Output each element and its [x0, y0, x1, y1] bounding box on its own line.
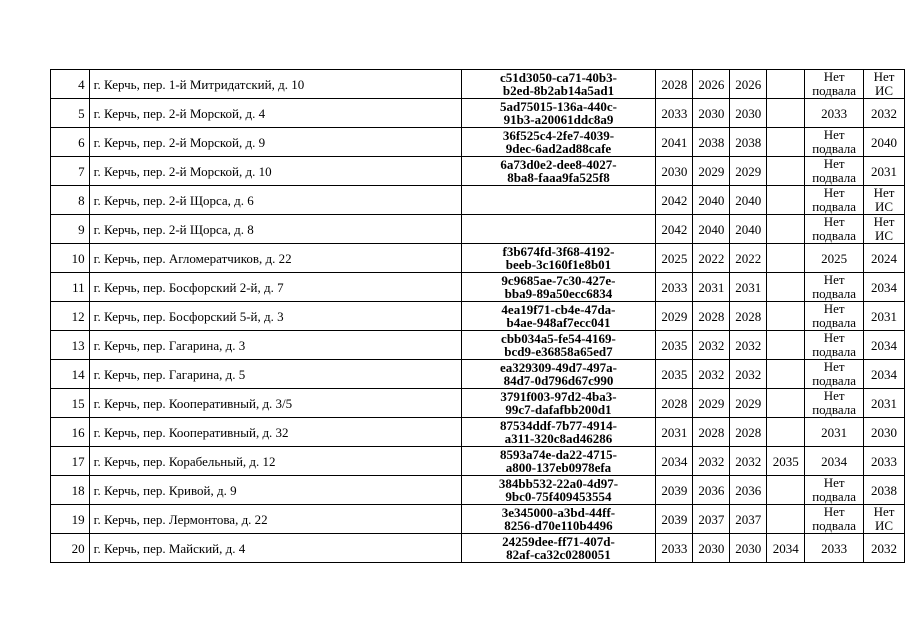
year-cell-2: 2032 — [693, 360, 730, 389]
year-cell-5-line-1: Нет — [823, 69, 845, 84]
table-row — [51, 186, 905, 215]
year-cell-1: 2042 — [656, 215, 693, 244]
building-id-part-1: 36f525c4-2fe7-4039- — [502, 128, 615, 143]
year-cell-5 — [805, 389, 864, 418]
year-cell-6-line-1: 2034 — [871, 279, 898, 295]
year-cell-5 — [805, 99, 864, 128]
year-cell-5-line-1: 2031 — [821, 424, 848, 440]
year-cell-5-line-2: подвала — [812, 344, 857, 359]
year-cell-6 — [864, 505, 905, 534]
year-cell-2: 2028 — [693, 418, 730, 447]
building-id-part-2: 8256-d70e110b4496 — [504, 518, 613, 533]
building-id-cell — [461, 186, 656, 215]
building-id-part-1: cbb034a5-fe54-4169- — [501, 331, 616, 346]
year-cell-5-line-1: 2034 — [821, 453, 848, 469]
year-cell-5-line-2: подвала — [812, 141, 857, 156]
row-number: 19 — [51, 505, 90, 534]
year-cell-6-line-2: ИС — [875, 518, 894, 533]
year-cell-4 — [767, 505, 805, 534]
address-cell: г. Керчь, пер. Гагарина, д. 5 — [89, 360, 461, 389]
year-cell-2: 2032 — [693, 331, 730, 360]
year-cell-6-line-1: Нет — [873, 69, 895, 84]
address-cell: г. Керчь, пер. Кривой, д. 9 — [89, 476, 461, 505]
address-cell: г. Керчь, пер. Лермонтова, д. 22 — [89, 505, 461, 534]
year-cell-5-line-2: подвала — [812, 315, 857, 330]
year-cell-5-line-2: подвала — [812, 83, 857, 98]
row-number: 10 — [51, 244, 90, 273]
year-cell-6-line-1: Нет — [873, 185, 895, 200]
year-cell-5-line-1: Нет — [823, 214, 845, 229]
building-id-part-2: 9bc0-75f409453554 — [505, 489, 612, 504]
year-cell-6 — [864, 389, 905, 418]
year-cell-1: 2039 — [656, 505, 693, 534]
year-cell-5 — [805, 534, 864, 563]
address-cell: г. Керчь, пер. 2-й Морской, д. 10 — [89, 157, 461, 186]
year-cell-5-line-2: подвала — [812, 489, 857, 504]
row-number: 11 — [51, 273, 90, 302]
year-cell-6-line-1: 2033 — [871, 453, 898, 469]
year-cell-3: 2028 — [730, 418, 767, 447]
row-number: 9 — [51, 215, 90, 244]
year-cell-1: 2042 — [656, 186, 693, 215]
building-id-cell — [461, 99, 656, 128]
table-row — [51, 244, 905, 273]
building-id-cell — [461, 505, 656, 534]
building-id-part-1: 87534ddf-7b77-4914- — [499, 418, 617, 433]
year-cell-6 — [864, 244, 905, 273]
row-number: 15 — [51, 389, 90, 418]
year-cell-2: 2040 — [693, 215, 730, 244]
year-cell-2: 2040 — [693, 186, 730, 215]
year-cell-1: 2025 — [656, 244, 693, 273]
year-cell-5 — [805, 418, 864, 447]
year-cell-3: 2040 — [730, 186, 767, 215]
table-row — [51, 534, 905, 563]
year-cell-3: 2030 — [730, 99, 767, 128]
building-id-part-2: 84d7-0d796d67c990 — [503, 373, 614, 388]
building-id-cell — [461, 273, 656, 302]
address-cell: г. Керчь, пер. 2-й Щорса, д. 8 — [89, 215, 461, 244]
year-cell-2: 2030 — [693, 99, 730, 128]
year-cell-4 — [767, 99, 805, 128]
year-cell-1: 2039 — [656, 476, 693, 505]
year-cell-1: 2035 — [656, 331, 693, 360]
year-cell-2: 2029 — [693, 389, 730, 418]
building-id-part-2: 82af-ca32c0280051 — [506, 547, 611, 562]
row-number: 13 — [51, 331, 90, 360]
building-id-part-1: 24259dee-ff71-407d- — [502, 534, 615, 549]
building-id-part-2: a800-137eb0978efa — [505, 460, 612, 475]
year-cell-5-line-1: Нет — [823, 127, 845, 142]
address-cell: г. Керчь, пер. Корабельный, д. 12 — [89, 447, 461, 476]
year-cell-4 — [767, 186, 805, 215]
year-cell-4 — [767, 331, 805, 360]
building-id-part-1: 3e345000-a3bd-44ff- — [501, 505, 616, 520]
year-cell-1: 2035 — [656, 360, 693, 389]
table-row — [51, 476, 905, 505]
year-cell-5 — [805, 476, 864, 505]
year-cell-2: 2037 — [693, 505, 730, 534]
building-id-part-1: f3b674fd-3f68-4192- — [502, 244, 615, 259]
table-row — [51, 505, 905, 534]
building-id-part-2: bcd9-e36858a65ed7 — [504, 344, 613, 359]
year-cell-5-line-2: подвала — [812, 286, 857, 301]
year-cell-4 — [767, 128, 805, 157]
address-cell: г. Керчь, пер. Агломератчиков, д. 22 — [89, 244, 461, 273]
buildings-table — [50, 69, 905, 563]
year-cell-3: 2040 — [730, 215, 767, 244]
building-id-cell — [461, 302, 656, 331]
building-id-part-1: 3791f003-97d2-4ba3- — [500, 389, 617, 404]
table-row — [51, 70, 905, 99]
year-cell-5 — [805, 331, 864, 360]
building-id-part-2: 8ba8-faaa9fa525f8 — [507, 170, 610, 185]
year-cell-6-line-2: ИС — [875, 199, 894, 214]
table-row — [51, 215, 905, 244]
building-id-part-2: 9dec-6ad2ad88cafe — [505, 141, 612, 156]
year-cell-6 — [864, 476, 905, 505]
year-cell-1: 2041 — [656, 128, 693, 157]
year-cell-2: 2032 — [693, 447, 730, 476]
year-cell-4 — [767, 476, 805, 505]
year-cell-6 — [864, 447, 905, 476]
row-number: 20 — [51, 534, 90, 563]
building-id-cell — [461, 360, 656, 389]
building-id-part-1: 8593a74e-da22-4715- — [499, 447, 617, 462]
building-id-part-1: 384bb532-22a0-4d97- — [498, 476, 619, 491]
year-cell-6 — [864, 99, 905, 128]
year-cell-6-line-1: 2032 — [871, 105, 898, 121]
building-id-cell — [461, 128, 656, 157]
year-cell-5-line-2: подвала — [812, 402, 857, 417]
year-cell-5-line-1: Нет — [823, 272, 845, 287]
year-cell-3: 2037 — [730, 505, 767, 534]
year-cell-5-line-2: подвала — [812, 170, 857, 185]
year-cell-2: 2022 — [693, 244, 730, 273]
row-number: 17 — [51, 447, 90, 476]
address-cell: г. Керчь, пер. 2-й Морской, д. 9 — [89, 128, 461, 157]
year-cell-6-line-1: 2031 — [871, 395, 898, 411]
year-cell-2: 2028 — [693, 302, 730, 331]
year-cell-3: 2022 — [730, 244, 767, 273]
year-cell-6-line-1: 2031 — [871, 163, 898, 179]
year-cell-3: 2026 — [730, 70, 767, 99]
year-cell-4 — [767, 157, 805, 186]
building-id-part-1: c51d3050-ca71-40b3- — [499, 70, 617, 85]
year-cell-3: 2032 — [730, 447, 767, 476]
year-cell-5 — [805, 447, 864, 476]
year-cell-2: 2031 — [693, 273, 730, 302]
year-cell-4 — [767, 273, 805, 302]
year-cell-2: 2026 — [693, 70, 730, 99]
year-cell-3: 2030 — [730, 534, 767, 563]
year-cell-5-line-2: подвала — [812, 199, 857, 214]
year-cell-2: 2038 — [693, 128, 730, 157]
year-cell-3: 2032 — [730, 331, 767, 360]
year-cell-6-line-2: ИС — [875, 83, 894, 98]
table-row — [51, 331, 905, 360]
year-cell-5-line-2: подвала — [812, 518, 857, 533]
year-cell-6 — [864, 534, 905, 563]
building-id-cell — [461, 331, 656, 360]
year-cell-5-line-1: Нет — [823, 330, 845, 345]
table-row — [51, 418, 905, 447]
year-cell-1: 2033 — [656, 99, 693, 128]
row-number: 4 — [51, 70, 90, 99]
row-number: 14 — [51, 360, 90, 389]
year-cell-3: 2028 — [730, 302, 767, 331]
year-cell-5 — [805, 186, 864, 215]
year-cell-5-line-1: Нет — [823, 504, 845, 519]
year-cell-1: 2029 — [656, 302, 693, 331]
year-cell-5 — [805, 273, 864, 302]
year-cell-6-line-1: 2030 — [871, 424, 898, 440]
table-row — [51, 389, 905, 418]
year-cell-4 — [767, 70, 805, 99]
building-id-part-2: b4ae-948af7ecc041 — [506, 315, 611, 330]
year-cell-5-line-1: Нет — [823, 475, 845, 490]
year-cell-5 — [805, 215, 864, 244]
year-cell-5 — [805, 505, 864, 534]
table-row — [51, 447, 905, 476]
year-cell-5-line-1: Нет — [823, 388, 845, 403]
address-cell: г. Керчь, пер. Кооперативный, д. 3/5 — [89, 389, 461, 418]
year-cell-5 — [805, 302, 864, 331]
year-cell-4: 2035 — [767, 447, 805, 476]
building-id-cell — [461, 215, 656, 244]
year-cell-6-line-1: Нет — [873, 504, 895, 519]
year-cell-6 — [864, 128, 905, 157]
year-cell-3: 2036 — [730, 476, 767, 505]
year-cell-6-line-1: 2024 — [871, 250, 898, 266]
building-id-cell — [461, 447, 656, 476]
address-cell: г. Керчь, пер. Босфорский 5-й, д. 3 — [89, 302, 461, 331]
year-cell-5-line-1: Нет — [823, 359, 845, 374]
row-number: 16 — [51, 418, 90, 447]
year-cell-5-line-1: Нет — [823, 156, 845, 171]
year-cell-2: 2029 — [693, 157, 730, 186]
year-cell-1: 2034 — [656, 447, 693, 476]
year-cell-6 — [864, 273, 905, 302]
table-row — [51, 128, 905, 157]
year-cell-1: 2033 — [656, 534, 693, 563]
year-cell-5-line-1: Нет — [823, 185, 845, 200]
address-cell: г. Керчь, пер. Кооперативный, д. 32 — [89, 418, 461, 447]
year-cell-6 — [864, 360, 905, 389]
building-id-part-2: a311-320c8ad46286 — [504, 431, 613, 446]
address-cell: г. Керчь, пер. Майский, д. 4 — [89, 534, 461, 563]
year-cell-6 — [864, 215, 905, 244]
building-id-cell — [461, 157, 656, 186]
table-row — [51, 157, 905, 186]
year-cell-1: 2028 — [656, 389, 693, 418]
building-id-cell — [461, 476, 656, 505]
year-cell-6 — [864, 418, 905, 447]
building-id-cell — [461, 70, 656, 99]
year-cell-6-line-1: Нет — [873, 214, 895, 229]
building-id-cell — [461, 418, 656, 447]
year-cell-5 — [805, 70, 864, 99]
row-number: 5 — [51, 99, 90, 128]
building-id-part-2: beeb-3c160f1e8b01 — [505, 257, 612, 272]
year-cell-3: 2032 — [730, 360, 767, 389]
year-cell-1: 2033 — [656, 273, 693, 302]
table-row — [51, 273, 905, 302]
table-row — [51, 360, 905, 389]
building-id-cell — [461, 534, 656, 563]
year-cell-5 — [805, 244, 864, 273]
row-number: 8 — [51, 186, 90, 215]
year-cell-6-line-1: 2040 — [871, 134, 898, 150]
row-number: 6 — [51, 128, 90, 157]
row-number: 18 — [51, 476, 90, 505]
year-cell-6-line-1: 2034 — [871, 337, 898, 353]
year-cell-6 — [864, 186, 905, 215]
year-cell-3: 2031 — [730, 273, 767, 302]
year-cell-4 — [767, 389, 805, 418]
building-id-part-1: 9c9685ae-7c30-427e- — [501, 273, 616, 288]
year-cell-6-line-1: 2034 — [871, 366, 898, 382]
year-cell-6 — [864, 70, 905, 99]
building-id-part-2: bba9-89a50ecc6834 — [504, 286, 613, 301]
year-cell-4 — [767, 302, 805, 331]
year-cell-3: 2029 — [730, 157, 767, 186]
year-cell-5 — [805, 360, 864, 389]
year-cell-6 — [864, 331, 905, 360]
address-cell: г. Керчь, пер. Босфорский 2-й, д. 7 — [89, 273, 461, 302]
year-cell-3: 2029 — [730, 389, 767, 418]
building-id-part-2: 91b3-a20061ddc8a9 — [503, 112, 614, 127]
year-cell-5-line-2: подвала — [812, 373, 857, 388]
year-cell-4 — [767, 360, 805, 389]
year-cell-6-line-2: ИС — [875, 228, 894, 243]
year-cell-2: 2030 — [693, 534, 730, 563]
building-id-cell — [461, 244, 656, 273]
year-cell-5-line-1: Нет — [823, 301, 845, 316]
year-cell-4 — [767, 215, 805, 244]
year-cell-5-line-1: 2025 — [821, 250, 848, 266]
year-cell-5 — [805, 128, 864, 157]
row-number: 7 — [51, 157, 90, 186]
address-cell: г. Керчь, пер. 2-й Морской, д. 4 — [89, 99, 461, 128]
year-cell-6-line-1: 2031 — [871, 308, 898, 324]
year-cell-5-line-1: 2033 — [821, 105, 848, 121]
year-cell-6 — [864, 302, 905, 331]
year-cell-1: 2028 — [656, 70, 693, 99]
year-cell-5-line-2: подвала — [812, 228, 857, 243]
building-id-part-2: 99c7-dafafbb200d1 — [505, 402, 612, 417]
year-cell-5 — [805, 157, 864, 186]
address-cell: г. Керчь, пер. 1-й Митридатский, д. 10 — [89, 70, 461, 99]
row-number: 12 — [51, 302, 90, 331]
year-cell-3: 2038 — [730, 128, 767, 157]
address-cell: г. Керчь, пер. Гагарина, д. 3 — [89, 331, 461, 360]
year-cell-4 — [767, 244, 805, 273]
building-id-cell — [461, 389, 656, 418]
year-cell-6-line-1: 2038 — [871, 482, 898, 498]
building-id-part-2: b2ed-8b2ab14a5ad1 — [502, 83, 615, 98]
address-cell: г. Керчь, пер. 2-й Щорса, д. 6 — [89, 186, 461, 215]
year-cell-1: 2030 — [656, 157, 693, 186]
year-cell-5-line-1: 2033 — [821, 540, 848, 556]
building-id-part-1: ea329309-49d7-497a- — [499, 360, 617, 375]
building-id-part-1: 6a73d0e2-dee8-4027- — [500, 157, 617, 172]
table-row — [51, 302, 905, 331]
year-cell-6-line-1: 2032 — [871, 540, 898, 556]
table-row — [51, 99, 905, 128]
table-body — [51, 70, 905, 563]
year-cell-4: 2034 — [767, 534, 805, 563]
year-cell-1: 2031 — [656, 418, 693, 447]
year-cell-2: 2036 — [693, 476, 730, 505]
building-id-part-1: 5ad75015-136a-440c- — [499, 99, 617, 114]
year-cell-4 — [767, 418, 805, 447]
year-cell-6 — [864, 157, 905, 186]
building-id-part-1: 4ea19f71-cb4e-47da- — [501, 302, 616, 317]
